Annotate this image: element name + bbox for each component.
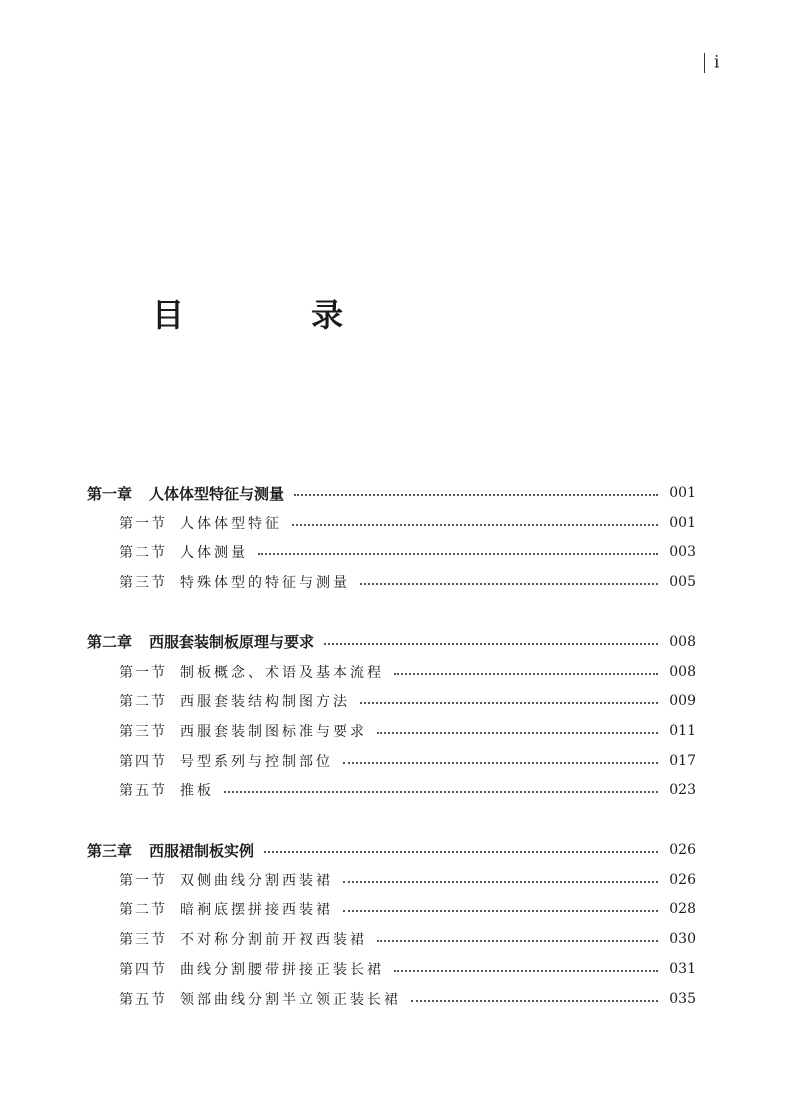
section-leader (388, 660, 696, 684)
toc-section-row (0, 957, 790, 981)
chapter-label: 第一章 (87, 484, 133, 503)
toc-section-row (0, 511, 790, 535)
toc-section-row (0, 689, 790, 713)
toc-chapter-row (0, 630, 790, 654)
page-number-divider (704, 53, 705, 73)
section-label: 第三节 (119, 575, 167, 592)
dot-leader (377, 940, 658, 942)
dot-leader (264, 851, 658, 853)
section-title: 人体体型特征 (180, 515, 282, 532)
toc-chapter-row (0, 838, 790, 862)
toc-section-row (0, 719, 790, 743)
page-number (704, 52, 719, 73)
section-leader (337, 897, 696, 921)
section-page: 009 (669, 693, 696, 710)
section-page: 008 (669, 663, 696, 680)
section-page: 031 (669, 960, 696, 977)
dot-leader (343, 881, 658, 883)
section-label: 第四节 (119, 961, 167, 978)
toc-section-row (0, 660, 790, 684)
dot-leader (294, 494, 658, 496)
section-page: 023 (669, 782, 696, 799)
section-page: 001 (669, 514, 696, 531)
toc-section-row (0, 927, 790, 951)
section-title: 西服套装结构制图方法 (180, 694, 350, 711)
chapter-leader (288, 481, 696, 505)
section-leader (371, 927, 696, 951)
section-page: 003 (669, 544, 696, 561)
section-page: 017 (669, 752, 696, 769)
section-leader (354, 689, 696, 713)
chapter-page: 001 (669, 485, 696, 501)
toc-section-row (0, 987, 790, 1011)
section-title: 领部曲线分割半立领正装长裙 (180, 991, 401, 1008)
dot-leader (343, 910, 658, 912)
section-leader (337, 868, 696, 892)
section-label: 第一节 (119, 515, 167, 532)
section-label: 第五节 (119, 783, 167, 800)
dot-leader (377, 732, 658, 734)
section-label: 第二节 (119, 902, 167, 919)
chapter-leader (318, 630, 696, 654)
section-page: 011 (669, 722, 696, 739)
section-title: 双侧曲线分割西装裙 (180, 872, 333, 889)
section-leader (405, 987, 696, 1011)
chapter-title: 人体体型特征与测量 (149, 484, 285, 503)
chapter-label: 第二章 (87, 633, 133, 652)
section-page: 030 (669, 931, 696, 948)
section-leader (286, 511, 696, 535)
section-leader (337, 749, 696, 773)
section-title: 暗裥底摆拼接西装裙 (180, 902, 333, 919)
dot-leader (324, 643, 658, 645)
chapter-page: 008 (669, 633, 696, 650)
toc-section-row (0, 749, 790, 773)
section-leader (388, 957, 696, 981)
section-title: 制板概念、术语及基本流程 (180, 664, 384, 681)
section-page: 028 (669, 901, 696, 918)
section-title: 西服套装制图标准与要求 (180, 723, 367, 740)
section-leader (252, 540, 696, 564)
section-page: 026 (669, 871, 696, 888)
toc-section-row (0, 540, 790, 564)
section-label: 第五节 (119, 991, 167, 1008)
chapter-title: 西服裙制板实例 (149, 841, 255, 860)
section-title: 号型系列与控制部位 (180, 753, 333, 770)
section-leader (354, 570, 696, 594)
section-label: 第一节 (119, 664, 167, 681)
section-leader (371, 719, 696, 743)
toc-chapter-row (0, 481, 790, 505)
toc-section-row (0, 868, 790, 892)
dot-leader (224, 791, 658, 793)
dot-leader (394, 970, 658, 972)
dot-leader (360, 702, 658, 704)
dot-leader (292, 524, 658, 526)
dot-leader (411, 1000, 658, 1002)
chapter-page: 026 (669, 842, 696, 858)
toc-section-row (0, 570, 790, 594)
dot-leader (394, 673, 658, 675)
toc-section-row (0, 897, 790, 921)
section-page: 035 (669, 990, 696, 1007)
chapter-title: 西服套装制板原理与要求 (149, 633, 315, 652)
chapter-leader (258, 838, 696, 862)
section-label: 第三节 (119, 723, 167, 740)
section-label: 第四节 (119, 753, 167, 770)
section-page: 005 (669, 574, 696, 591)
page-number-value: i (714, 52, 720, 73)
section-leader (218, 778, 696, 802)
chapter-label: 第三章 (87, 841, 133, 860)
toc-title: 目 录 (152, 296, 402, 334)
section-label: 第三节 (119, 932, 167, 949)
toc-section-row (0, 778, 790, 802)
section-title: 不对称分割前开衩西装裙 (180, 932, 367, 949)
section-title: 推板 (180, 783, 214, 800)
dot-leader (343, 762, 658, 764)
section-title: 人体测量 (180, 545, 248, 562)
section-label: 第二节 (119, 694, 167, 711)
section-label: 第一节 (119, 872, 167, 889)
section-title: 曲线分割腰带拼接正装长裙 (180, 961, 384, 978)
dot-leader (360, 583, 658, 585)
dot-leader (258, 553, 658, 555)
section-label: 第二节 (119, 545, 167, 562)
section-title: 特殊体型的特征与测量 (180, 575, 350, 592)
